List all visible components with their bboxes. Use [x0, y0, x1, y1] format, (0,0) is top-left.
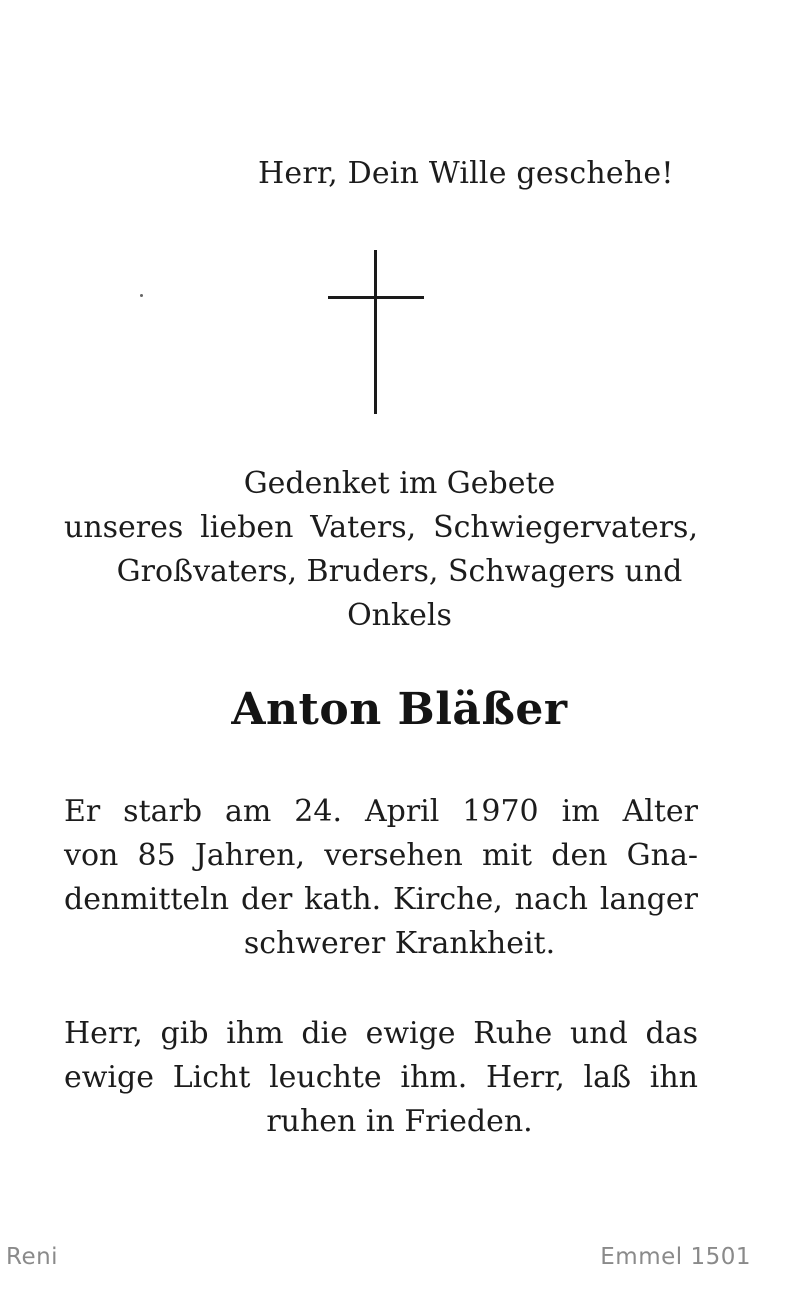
death-notice-line-1: Er starb am 24. April 1970 im Alter — [64, 794, 698, 829]
prayer-line-1: Herr, gib ihm die ewige Ruhe und das — [64, 1016, 698, 1051]
death-notice-line-2: von 85 Jahren, versehen mit den Gna- — [64, 838, 698, 873]
remembrance-line-3: Großvaters, Bruders, Schwagers und — [116, 554, 683, 589]
remembrance-line-2: unseres lieben Vaters, Schwiegervaters, — [64, 510, 698, 545]
motto: Herr, Dein Wille geschehe! — [258, 156, 674, 191]
remembrance-line-1: Gedenket im Gebete — [243, 466, 556, 501]
footer-right-imprint: Emmel 1501 — [600, 1244, 751, 1270]
death-notice-line-3: denmitteln der kath. Kirche, nach langer — [64, 882, 698, 917]
footer-left-imprint: Reni — [6, 1244, 59, 1270]
prayer-line-2: ewige Licht leuchte ihm. Herr, laß ihn — [64, 1060, 698, 1095]
remembrance-line-4: Onkels — [347, 598, 452, 633]
paper-speck — [140, 294, 143, 297]
prayer-line-3: ruhen in Frieden. — [266, 1104, 533, 1139]
deceased-name: Anton Bläßer — [231, 684, 568, 735]
death-notice-line-4: schwerer Krankheit. — [243, 926, 556, 961]
latin-cross-icon — [328, 250, 424, 416]
